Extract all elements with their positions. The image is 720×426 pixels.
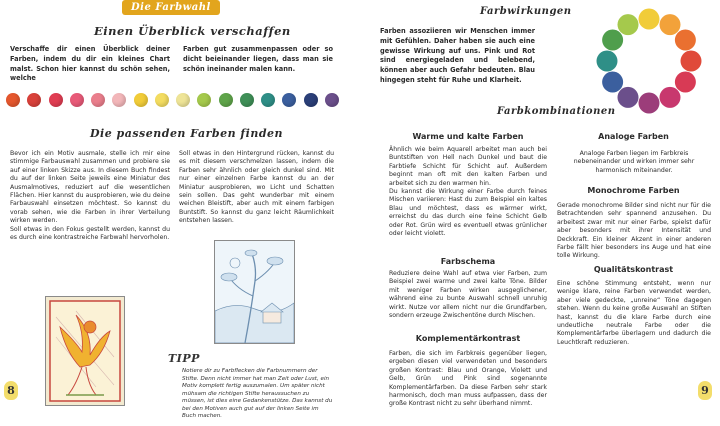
color-swatch <box>304 93 318 107</box>
winter-landscape-illustration <box>214 240 295 344</box>
color-wheel <box>592 4 706 118</box>
heading-analog: Analoge Farben <box>598 132 669 141</box>
color-swatch <box>261 93 275 107</box>
color-swatch-chart <box>0 88 345 114</box>
color-swatch <box>240 93 254 107</box>
wheel-color-dot <box>602 30 623 51</box>
text-col2: Soll etwas in den Hintergrund rücken, kannst du es mit diesem verschmelzen lassen, indem die Farben sehr ähnlich oder gleich dunkel sind. Mit nur einer einzelnen Farbe kannst du an der Miniatur ausprobieren, wo Licht und Schatten sein sollen. Das geht wunderbar mit einem weichen Bleistift, aber auch mit einem farbigen Buntstift. So kannst du ganz leicht Räumlichkeit entstehen lassen. <box>179 150 334 225</box>
heading-color-effects: Farbwirkungen <box>480 6 572 17</box>
wheel-color-dot <box>675 72 696 93</box>
color-swatch <box>155 93 169 107</box>
color-swatch <box>6 93 20 107</box>
heading-color-scheme: Farbschema <box>440 257 496 266</box>
color-scheme-text: Reduziere deine Wahl auf etwa vier Farben, zum Beispiel zwei warme und zwei kalte Töne. Bilder mit weniger Farben wirken ausgeglichener, während eine zu bunte Auswahl schnell unruhig wirkt. Nutze vor allem nicht nur die Grundfarben, sondern erzeuge Zwischentöne durch Mischen. <box>389 270 547 320</box>
color-swatch <box>91 93 105 107</box>
page-number-right: 9 <box>698 381 712 400</box>
heading-warm-cold: Warme und kalte Farben <box>412 132 524 141</box>
color-swatch <box>325 93 339 107</box>
text-col1: Bevor ich ein Motiv ausmale, stelle ich mir eine stimmige Farbauswahl zusammen und probiere sie auf einer linken Skizze aus. In diesem Buch findest du auf der linken Seite jeweils eine Miniatur des Ausmalmotives, reduziert auf die wesentlichen Flächen. Hier kannst du ausprobieren, wie du deine Farbauswahl einsetzen möchtest. So kannst du vorab sehen, wie die Farben in ihrer Verteilung wirken werden. Soll etwas in den Fokus gestellt werden, kannst du es durch eine kontrastreiche Farbwahl hervorholen. <box>10 150 170 242</box>
phoenix-illustration <box>45 296 125 406</box>
wheel-color-dot <box>639 9 660 30</box>
color-swatch <box>49 93 63 107</box>
color-swatch <box>70 93 84 107</box>
wheel-color-dot <box>597 51 618 72</box>
wheel-color-dot <box>639 93 660 114</box>
tipp-label: TIPP <box>168 352 200 365</box>
color-swatch <box>282 93 296 107</box>
page-number-left: 8 <box>4 381 18 400</box>
color-swatch <box>27 93 41 107</box>
wheel-color-dot <box>618 87 639 108</box>
heading-overview: Einen Überblick verschaffen <box>94 24 291 38</box>
wheel-color-dot <box>618 14 639 35</box>
effects-text: Farben assoziieren wir Menschen immer mit Gefühlen. Daher haben sie auch eine gewisse Wirkung auf uns. Pink und Rot sind energiegeladen und belebend, können aber auch Gefahr bedeuten. Blau hingegen steht für Ruhe und Klarheit. <box>380 27 535 84</box>
quality-contrast-text: Eine schöne Stimmung entsteht, wenn nur wenige klare, reine Farben verwendet werden, aber viele gedeckte, „unreine“ Töne dagegen stehen. Wenn du keine große Auswahl an Stiften hast, kannst du die klare Farbe durch eine undeutliche neutrale Farbe oder die Komplementärfarbe überlagern und dadurch die Leuchtkraft reduzieren. <box>557 280 711 346</box>
wheel-color-dot <box>681 51 702 72</box>
complementary-text: Farben, die sich im Farbkreis gegenüber liegen, ergeben diesen viel verwendeten und besonders großen Kontrast: Blau und Orange, Violett und Gelb, Grün und Pink sind sogenannte Komplementärfarben. Da diese Farben sehr stark harmonisch, doch man muss aufpassen, dass der große Kontrast nicht zu sehr überhand nimmt. <box>389 350 547 408</box>
color-swatch <box>134 93 148 107</box>
intro-col1: Verschaffe dir einen Überblick deiner Farben, indem du dir ein kleines Chart malst. Schon hier kannst du schön sehen, welche <box>10 45 170 83</box>
heading-monochrome: Monochrome Farben <box>587 186 680 195</box>
chapter-title: Die Farbwahl <box>122 0 220 15</box>
color-swatch <box>112 93 126 107</box>
intro-col2: Farben gut zusammenpassen oder so dicht beieinander liegen, dass man sie schön ineinander malen kann. <box>183 45 333 73</box>
analog-text: Analoge Farben liegen im Farbkreis nebeneinander und wirken immer sehr harmonisch miteinander. <box>573 150 695 174</box>
heading-find-colors: Die passenden Farben finden <box>90 127 284 140</box>
color-swatch <box>219 93 233 107</box>
color-swatch <box>176 93 190 107</box>
wheel-color-dot <box>660 14 681 35</box>
wheel-color-dot <box>602 72 623 93</box>
heading-quality-contrast: Qualitätskontrast <box>593 265 674 274</box>
warm-cold-text: Ähnlich wie beim Aquarell arbeitet man auch bei Buntstiften von Hell nach Dunkel und baut die Farbtiefe Schicht für Schicht auf. Außerdem beginnt man oft mit den kalten Farben und arbeitet sich zu den warmen hin. Du kannst die Wirkung einer Farbe durch feines Mischen variieren: Hast du zum Beispiel ein kaltes Blau und möchtest, dass es wärmer wirkt, erreichst du das durch eine feine Schicht Gelb oder Rot. Grün wird es eventuell etwas grünlicher oder leicht violett. <box>389 146 547 238</box>
color-swatch <box>197 93 211 107</box>
monochrome-text: Gerade monochrome Bilder sind nicht nur für die Betrachtenden sehr spannend anzusehen. Du arbeitest zwar mit nur einer Farbe, spielst dafür aber besonders mit ihrer Intensität und Deckkraft. Ein kleiner Akzent in einer anderen Farbe fällt hier besonders ins Auge und hat eine tolle Wirkung. <box>557 202 711 260</box>
wheel-color-dot <box>660 87 681 108</box>
tipp-text: Notiere dir zu Farbflecken die Farbnummern der Stifte. Denn nicht immer hat man Zeit oder Lust, ein Motiv komplett fertig auszumalen. Um später nicht mühsam die richtigen Stifte heraussuchen zu müssen, ist dies eine Gedankenstütze. Das kannst du bei den Motiven auch gut auf der linken Seite im Buch machen. <box>182 368 333 419</box>
wheel-color-dot <box>675 30 696 51</box>
heading-color-combinations: Farbkombinationen <box>497 106 616 117</box>
heading-complementary: Komplementärkontrast <box>415 334 521 343</box>
